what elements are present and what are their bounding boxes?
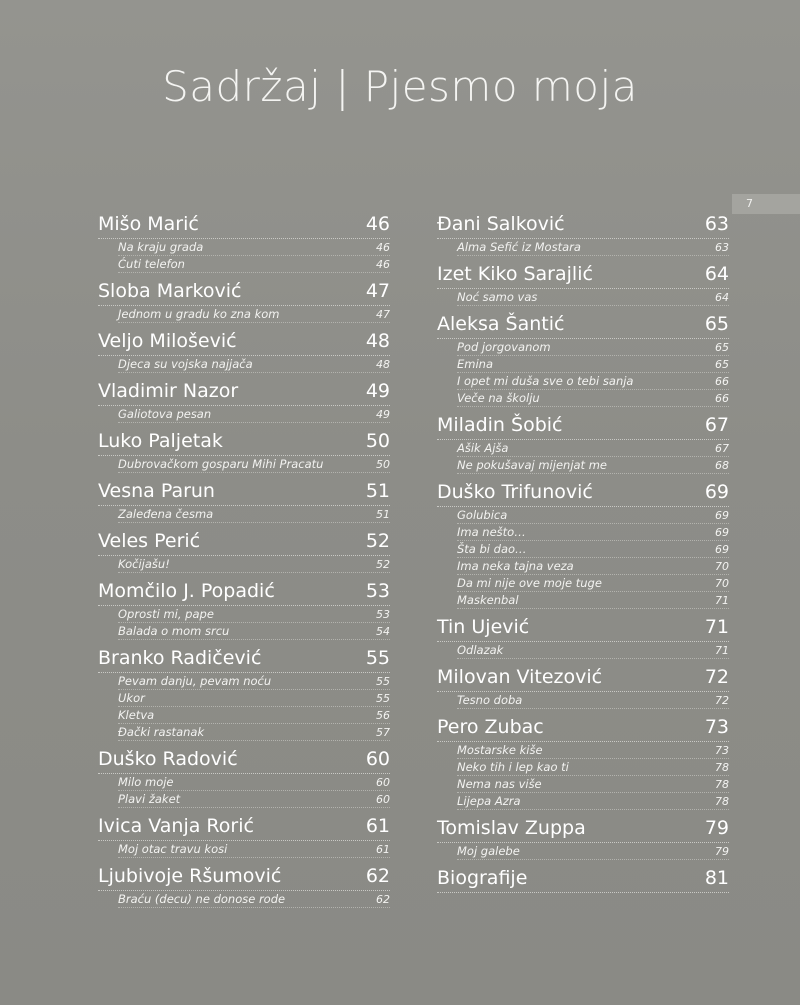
toc-poem-row[interactable] xyxy=(457,390,729,407)
toc-author-row[interactable] xyxy=(437,814,729,843)
poem-list xyxy=(98,406,390,423)
toc-author-row[interactable] xyxy=(437,310,729,339)
poem-page-number: 65 xyxy=(715,358,729,371)
author-name: Miladin Šobić xyxy=(437,414,563,436)
toc-entry xyxy=(437,713,729,810)
poem-title: Moj galebe xyxy=(457,844,520,858)
poem-page-number: 66 xyxy=(715,392,729,405)
poem-title: Emina xyxy=(457,357,493,371)
toc-entry xyxy=(98,277,390,323)
toc-author-row[interactable] xyxy=(437,478,729,507)
toc-poem-row[interactable] xyxy=(457,692,729,709)
author-page-number: 46 xyxy=(365,213,390,235)
toc-entry xyxy=(437,210,729,256)
toc-poem-row[interactable] xyxy=(457,843,729,860)
toc-poem-row[interactable] xyxy=(118,406,390,423)
author-page-number: 53 xyxy=(365,580,390,602)
author-name: Veles Perić xyxy=(98,530,201,552)
toc-poem-row[interactable] xyxy=(457,524,729,541)
author-page-number: 64 xyxy=(704,263,729,285)
toc-right-column xyxy=(437,210,729,897)
toc-poem-row[interactable] xyxy=(457,742,729,759)
poem-page-number: 46 xyxy=(376,258,390,271)
poem-list xyxy=(437,742,729,810)
author-page-number: 73 xyxy=(704,716,729,738)
poem-list xyxy=(437,440,729,474)
toc-entry xyxy=(437,663,729,709)
toc-poem-row[interactable] xyxy=(457,289,729,306)
poem-title: Ima neka tajna veza xyxy=(457,559,574,573)
poem-page-number: 79 xyxy=(715,845,729,858)
author-page-number: 79 xyxy=(704,817,729,839)
toc-author-row[interactable] xyxy=(437,210,729,239)
poem-page-number: 69 xyxy=(715,526,729,539)
toc-author-row[interactable] xyxy=(98,210,390,239)
poem-list xyxy=(437,507,729,609)
poem-title: Ne pokušavaj mijenjat me xyxy=(457,458,607,472)
poem-title: Da mi nije ove moje tuge xyxy=(457,576,602,590)
author-name: Đani Salković xyxy=(437,213,565,235)
poem-title: Braću (decu) ne donose rode xyxy=(118,892,286,906)
poem-list xyxy=(98,673,390,741)
poem-page-number: 73 xyxy=(715,744,729,757)
poem-page-number: 68 xyxy=(715,459,729,472)
poem-title: Golubica xyxy=(457,508,508,522)
poem-page-number: 60 xyxy=(376,793,390,806)
toc-author-row[interactable] xyxy=(98,862,390,891)
poem-page-number: 60 xyxy=(376,776,390,789)
poem-page-number: 78 xyxy=(715,761,729,774)
toc-entry xyxy=(98,210,390,273)
toc-poem-row[interactable] xyxy=(457,575,729,592)
toc-poem-row[interactable] xyxy=(118,841,390,858)
poem-page-number: 50 xyxy=(376,458,390,471)
poem-list xyxy=(98,506,390,523)
toc-poem-row[interactable] xyxy=(457,239,729,256)
toc-author-row[interactable] xyxy=(437,713,729,742)
author-page-number: 65 xyxy=(704,313,729,335)
author-page-number: 72 xyxy=(704,666,729,688)
poem-title: Balada o mom srcu xyxy=(118,624,230,638)
poem-page-number: 64 xyxy=(715,291,729,304)
author-name: Duško Trifunović xyxy=(437,481,593,503)
author-page-number: 48 xyxy=(365,330,390,352)
poem-title: Oprosti mi, pape xyxy=(118,607,214,621)
toc-poem-row[interactable] xyxy=(118,791,390,808)
toc-author-row[interactable] xyxy=(98,427,390,456)
toc-entry xyxy=(437,310,729,407)
poem-page-number: 69 xyxy=(715,543,729,556)
poem-title: Alma Sefić iz Mostara xyxy=(457,240,581,254)
author-name: Pero Zubac xyxy=(437,716,544,738)
author-page-number: 63 xyxy=(704,213,729,235)
poem-title: Moj otac travu kosi xyxy=(118,842,228,856)
poem-title: Ćuti telefon xyxy=(118,257,185,271)
toc-author-row[interactable] xyxy=(437,411,729,440)
toc-poem-row[interactable] xyxy=(118,556,390,573)
toc-entry xyxy=(437,613,729,659)
author-page-number: 60 xyxy=(365,748,390,770)
poem-page-number: 63 xyxy=(715,241,729,254)
poem-title: Kočijašu! xyxy=(118,557,170,571)
poem-list xyxy=(98,456,390,473)
toc-entry xyxy=(98,527,390,573)
toc-left-column xyxy=(98,210,390,912)
poem-title: Zaleđena česma xyxy=(118,507,214,521)
poem-list xyxy=(98,774,390,808)
toc-poem-row[interactable] xyxy=(118,256,390,273)
poem-list xyxy=(437,339,729,407)
poem-page-number: 78 xyxy=(715,795,729,808)
poem-list xyxy=(98,556,390,573)
poem-title: Kletva xyxy=(118,708,155,722)
poem-page-number: 55 xyxy=(376,675,390,688)
toc-author-row[interactable] xyxy=(437,260,729,289)
toc-poem-row[interactable] xyxy=(457,793,729,810)
poem-page-number: 69 xyxy=(715,509,729,522)
poem-title: Pod jorgovanom xyxy=(457,340,551,354)
poem-title: I opet mi duša sve o tebi sanja xyxy=(457,374,634,388)
author-page-number: 81 xyxy=(704,867,729,889)
poem-page-number: 70 xyxy=(715,560,729,573)
author-name: Ivica Vanja Rorić xyxy=(98,815,254,837)
page-title: Sadržaj | Pjesmo moja xyxy=(162,62,638,111)
author-name: Tomislav Zuppa xyxy=(437,817,586,839)
poem-page-number: 52 xyxy=(376,558,390,571)
poem-title: Đački rastanak xyxy=(118,725,205,739)
poem-title: Plavi žaket xyxy=(118,792,181,806)
poem-title: Nema nas više xyxy=(457,777,542,791)
author-name: Luko Paljetak xyxy=(98,430,223,452)
poem-page-number: 72 xyxy=(715,694,729,707)
poem-title: Maskenbal xyxy=(457,593,519,607)
author-name: Veljo Milošević xyxy=(98,330,237,352)
poem-list xyxy=(98,239,390,273)
poem-title: Lijepa Azra xyxy=(457,794,521,808)
toc-poem-row[interactable] xyxy=(118,506,390,523)
poem-list xyxy=(437,642,729,659)
author-name: Branko Radičević xyxy=(98,647,262,669)
toc-poem-row[interactable] xyxy=(457,507,729,524)
toc-author-row[interactable] xyxy=(98,644,390,673)
poem-list xyxy=(98,606,390,640)
toc-poem-row[interactable] xyxy=(118,456,390,473)
author-name: Sloba Marković xyxy=(98,280,242,302)
poem-title: Ukor xyxy=(118,691,145,705)
toc-entry xyxy=(437,478,729,609)
author-page-number: 49 xyxy=(365,380,390,402)
toc-entry xyxy=(98,377,390,423)
toc-author-row[interactable] xyxy=(98,327,390,356)
toc-author-row[interactable] xyxy=(98,812,390,841)
toc-poem-row[interactable] xyxy=(118,623,390,640)
toc-author-row[interactable] xyxy=(98,277,390,306)
author-page-number: 51 xyxy=(365,480,390,502)
toc-poem-row[interactable] xyxy=(118,239,390,256)
author-name: Momčilo J. Popadić xyxy=(98,580,275,602)
toc-poem-row[interactable] xyxy=(118,891,390,908)
toc-poem-row[interactable] xyxy=(457,373,729,390)
toc-poem-row[interactable] xyxy=(457,759,729,776)
author-name: Aleksa Šantić xyxy=(437,313,565,335)
poem-page-number: 62 xyxy=(376,893,390,906)
author-name: Ljubivoje Ršumović xyxy=(98,865,282,887)
poem-page-number: 71 xyxy=(715,594,729,607)
toc-entry xyxy=(98,644,390,741)
toc-entry xyxy=(98,577,390,640)
toc-poem-row[interactable] xyxy=(118,690,390,707)
toc-entry xyxy=(98,745,390,808)
poem-page-number: 49 xyxy=(376,408,390,421)
toc-poem-row[interactable] xyxy=(457,339,729,356)
toc-author-row[interactable] xyxy=(98,377,390,406)
author-name: Duško Radović xyxy=(98,748,238,770)
poem-page-number: 66 xyxy=(715,375,729,388)
author-name: Biografije xyxy=(437,867,528,889)
poem-page-number: 46 xyxy=(376,241,390,254)
poem-list xyxy=(437,289,729,306)
toc-poem-row[interactable] xyxy=(118,606,390,623)
toc-author-row[interactable] xyxy=(98,577,390,606)
poem-page-number: 71 xyxy=(715,644,729,657)
toc-author-row[interactable] xyxy=(98,745,390,774)
author-page-number: 69 xyxy=(704,481,729,503)
toc-poem-row[interactable] xyxy=(457,541,729,558)
poem-list xyxy=(98,891,390,908)
author-page-number: 71 xyxy=(704,616,729,638)
toc-poem-row[interactable] xyxy=(118,673,390,690)
poem-page-number: 65 xyxy=(715,341,729,354)
toc-poem-row[interactable] xyxy=(118,774,390,791)
toc-author-row[interactable] xyxy=(437,663,729,692)
author-page-number: 50 xyxy=(365,430,390,452)
poem-title: Milo moje xyxy=(118,775,174,789)
poem-page-number: 54 xyxy=(376,625,390,638)
toc-entry xyxy=(437,411,729,474)
toc-poem-row[interactable] xyxy=(457,457,729,474)
author-name: Vladimir Nazor xyxy=(98,380,239,402)
author-page-number: 62 xyxy=(365,865,390,887)
author-page-number: 67 xyxy=(704,414,729,436)
toc-entry xyxy=(98,862,390,908)
author-page-number: 47 xyxy=(365,280,390,302)
author-page-number: 55 xyxy=(365,647,390,669)
poem-list xyxy=(437,692,729,709)
toc-poem-row[interactable] xyxy=(457,642,729,659)
poem-page-number: 70 xyxy=(715,577,729,590)
poem-page-number: 55 xyxy=(376,692,390,705)
toc-poem-row[interactable] xyxy=(118,724,390,741)
poem-page-number: 47 xyxy=(376,308,390,321)
toc-poem-row[interactable] xyxy=(457,440,729,457)
author-name: Vesna Parun xyxy=(98,480,215,502)
toc-poem-row[interactable] xyxy=(457,356,729,373)
toc-poem-row[interactable] xyxy=(118,306,390,323)
author-page-number: 61 xyxy=(365,815,390,837)
poem-title: Tesno doba xyxy=(457,693,523,707)
poem-list xyxy=(98,306,390,323)
toc-poem-row[interactable] xyxy=(118,356,390,373)
poem-page-number: 78 xyxy=(715,778,729,791)
poem-title: Galiotova pesan xyxy=(118,407,212,421)
author-page-number: 52 xyxy=(365,530,390,552)
poem-title: Šta bi dao… xyxy=(457,542,527,556)
author-name: Tin Ujević xyxy=(437,616,530,638)
toc-entry xyxy=(437,260,729,306)
toc-poem-row[interactable] xyxy=(118,707,390,724)
toc-poem-row[interactable] xyxy=(457,592,729,609)
poem-list xyxy=(98,356,390,373)
poem-page-number: 57 xyxy=(376,726,390,739)
toc-author-row[interactable] xyxy=(98,477,390,506)
poem-title: Neko tih i lep kao ti xyxy=(457,760,569,774)
poem-page-number: 56 xyxy=(376,709,390,722)
poem-title: Jednom u gradu ko zna kom xyxy=(118,307,280,321)
poem-list xyxy=(437,843,729,860)
toc-author-row[interactable] xyxy=(437,613,729,642)
toc-entry xyxy=(437,814,729,860)
poem-title: Ašik Ajša xyxy=(457,441,509,455)
poem-page-number: 53 xyxy=(376,608,390,621)
toc-entry xyxy=(98,427,390,473)
page-number-tab: 7 xyxy=(732,194,800,214)
toc-entry xyxy=(98,477,390,523)
poem-page-number: 51 xyxy=(376,508,390,521)
poem-title: Dubrovačkom gosparu Mihi Pracatu xyxy=(118,457,324,471)
toc-poem-row[interactable] xyxy=(457,558,729,575)
poem-title: Noć samo vas xyxy=(457,290,538,304)
poem-title: Pevam danju, pevam noću xyxy=(118,674,272,688)
poem-title: Mostarske kiše xyxy=(457,743,543,757)
toc-author-row[interactable] xyxy=(98,527,390,556)
toc-entry xyxy=(437,864,729,893)
poem-page-number: 61 xyxy=(376,843,390,856)
poem-title: Veče na školju xyxy=(457,391,540,405)
poem-page-number: 48 xyxy=(376,358,390,371)
toc-author-row[interactable] xyxy=(437,864,729,893)
author-name: Izet Kiko Sarajlić xyxy=(437,263,593,285)
poem-title: Na kraju grada xyxy=(118,240,204,254)
toc-entry xyxy=(98,812,390,858)
poem-title: Ima nešto… xyxy=(457,525,526,539)
author-name: Mišo Marić xyxy=(98,213,199,235)
poem-title: Odlazak xyxy=(457,643,504,657)
author-name: Milovan Vitezović xyxy=(437,666,603,688)
poem-list xyxy=(98,841,390,858)
poem-list xyxy=(437,239,729,256)
toc-entry xyxy=(98,327,390,373)
poem-title: Djeca su vojska najjača xyxy=(118,357,253,371)
toc-poem-row[interactable] xyxy=(457,776,729,793)
poem-page-number: 67 xyxy=(715,442,729,455)
